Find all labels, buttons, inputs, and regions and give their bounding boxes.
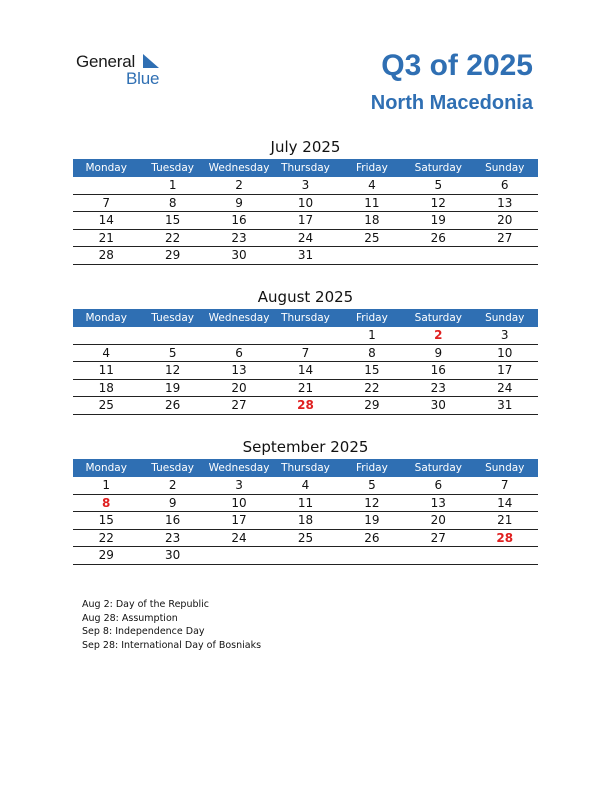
day-cell: 19 — [430, 213, 446, 227]
day-cell: 23 — [231, 230, 247, 245]
holiday-note: Aug 28: Assumption — [82, 612, 178, 624]
month-title: September 2025 — [242, 438, 369, 456]
day-cell: 6 — [434, 478, 443, 492]
week-row — [73, 345, 538, 363]
day-cell: 18 — [364, 213, 380, 227]
day-cell: 2 — [434, 328, 443, 342]
day-cell: 1 — [102, 478, 111, 492]
weekday-header — [73, 159, 538, 177]
day-cell: 14 — [297, 363, 314, 377]
day-cell: 21 — [497, 513, 513, 527]
weekday-label: Friday — [355, 162, 388, 174]
day-cell — [206, 547, 272, 564]
weekday-label: Wednesday — [208, 462, 270, 474]
week-row — [73, 477, 538, 495]
week-row — [73, 327, 538, 345]
day-cell: 23 — [164, 530, 181, 545]
holiday-note: Sep 28: International Day of Bosniaks — [82, 639, 262, 651]
weekday-label: Thursday — [281, 312, 330, 324]
day-cell: 30 — [164, 548, 181, 562]
weekday-label: Wednesday — [208, 162, 270, 174]
day-cell: 11 — [364, 195, 380, 210]
day-cell: 21 — [297, 380, 314, 395]
day-cell: 7 — [102, 195, 111, 210]
day-cell — [405, 247, 471, 264]
day-cell — [139, 327, 205, 344]
day-cell: 10 — [297, 195, 314, 210]
day-cell: 17 — [497, 363, 513, 377]
day-cell: 2 — [168, 478, 177, 492]
day-cell: 29 — [164, 248, 181, 262]
day-cell: 24 — [297, 230, 314, 245]
day-cell: 4 — [368, 178, 376, 192]
weekday-label: Sunday — [485, 312, 525, 324]
day-cell: 21 — [98, 230, 114, 245]
day-cell: 3 — [235, 478, 243, 492]
weekday-label: Tuesday — [151, 462, 194, 474]
day-cell: 3 — [500, 328, 509, 342]
calendar-august — [73, 286, 538, 415]
day-cell: 8 — [168, 195, 177, 210]
weekday-label: Saturday — [414, 462, 462, 474]
day-cell: 2 — [235, 178, 243, 192]
day-cell: 16 — [231, 213, 247, 227]
day-cell: 3 — [301, 178, 310, 192]
day-cell: 15 — [364, 363, 380, 377]
day-cell: 24 — [231, 530, 247, 545]
day-cell: 15 — [98, 513, 114, 527]
day-cell: 12 — [430, 195, 446, 210]
day-cell: 26 — [164, 398, 181, 412]
day-cell: 13 — [430, 495, 446, 510]
day-cell: 6 — [235, 345, 243, 360]
weekday-label: Monday — [85, 312, 127, 324]
day-cell: 15 — [164, 213, 181, 227]
day-cell: 12 — [164, 363, 181, 377]
day-cell: 28 — [297, 398, 314, 412]
month-title: July 2025 — [270, 138, 341, 156]
day-cell: 20 — [430, 513, 446, 527]
day-cell: 17 — [297, 213, 314, 227]
weekday-label: Tuesday — [151, 312, 194, 324]
day-cell: 23 — [430, 380, 446, 395]
day-cell: 8 — [368, 345, 376, 360]
month-title: August 2025 — [257, 288, 354, 306]
day-cell: 26 — [364, 530, 380, 545]
week-row — [73, 380, 538, 398]
logo-blue-text: Blue — [126, 69, 160, 88]
weekday-label: Sunday — [485, 162, 525, 174]
day-cell: 16 — [164, 513, 181, 527]
day-cell — [272, 327, 338, 344]
weekday-label: Thursday — [281, 162, 330, 174]
week-row — [73, 362, 538, 380]
day-cell: 13 — [231, 363, 247, 377]
day-cell: 25 — [98, 398, 114, 412]
logo-general-text: General — [76, 52, 136, 71]
weekday-label: Friday — [355, 312, 388, 324]
day-cell: 16 — [430, 363, 446, 377]
holiday-notes — [82, 598, 261, 652]
day-cell: 10 — [497, 345, 513, 360]
day-cell: 22 — [164, 230, 181, 245]
day-cell: 13 — [497, 195, 513, 210]
day-cell: 18 — [297, 513, 314, 527]
week-row — [73, 530, 538, 548]
day-cell: 5 — [434, 178, 443, 192]
day-cell: 29 — [364, 398, 380, 412]
day-cell: 29 — [98, 548, 114, 562]
day-cell — [405, 547, 471, 564]
day-cell: 1 — [368, 328, 376, 342]
day-cell — [339, 547, 405, 564]
day-cell: 20 — [231, 380, 247, 395]
day-cell: 12 — [364, 495, 380, 510]
day-cell: 19 — [164, 380, 181, 395]
day-cell: 27 — [497, 230, 513, 245]
day-cell: 22 — [98, 530, 114, 545]
day-cell: 30 — [430, 398, 446, 412]
weekday-header — [73, 309, 538, 327]
week-row — [73, 177, 538, 195]
page-title: Q3 of 2025 — [381, 49, 533, 82]
day-cell: 4 — [102, 345, 111, 360]
day-cell: 30 — [231, 248, 247, 262]
day-cell: 9 — [235, 195, 243, 210]
day-cell: 17 — [231, 513, 247, 527]
day-cell: 7 — [500, 478, 509, 492]
holiday-note: Aug 2: Day of the Republic — [82, 599, 210, 610]
day-cell: 9 — [168, 495, 177, 510]
day-cell: 31 — [297, 248, 314, 262]
day-cell — [206, 327, 272, 344]
day-cell: 8 — [102, 495, 111, 510]
week-row — [73, 230, 538, 248]
holiday-note: Sep 8: Independence Day — [82, 626, 205, 637]
weekday-label: Friday — [355, 462, 388, 474]
week-row — [73, 212, 538, 230]
country-name: North Macedonia — [370, 92, 533, 114]
weekday-label: Saturday — [414, 312, 462, 324]
day-cell: 22 — [364, 380, 380, 395]
day-cell: 10 — [231, 495, 247, 510]
day-cell: 6 — [500, 178, 509, 192]
day-cell: 27 — [231, 398, 247, 412]
day-cell: 31 — [497, 398, 513, 412]
day-cell: 20 — [497, 213, 513, 227]
day-cell: 24 — [497, 380, 513, 395]
day-cell: 28 — [496, 530, 514, 545]
day-cell: 5 — [368, 478, 376, 492]
day-cell: 5 — [168, 345, 177, 360]
weekday-label: Sunday — [485, 462, 525, 474]
day-cell: 4 — [301, 478, 310, 492]
day-cell — [73, 327, 139, 344]
weekday-label: Monday — [85, 462, 127, 474]
day-cell — [472, 247, 538, 264]
week-row — [73, 495, 538, 513]
week-row — [73, 512, 538, 530]
logo — [76, 52, 176, 92]
day-cell: 7 — [301, 345, 310, 360]
week-row — [73, 397, 538, 415]
day-cell — [339, 247, 405, 264]
week-row — [73, 195, 538, 213]
calendar-july — [73, 136, 538, 265]
day-cell: 25 — [297, 530, 314, 545]
day-cell: 26 — [430, 230, 446, 245]
day-cell: 27 — [430, 530, 446, 545]
day-cell: 14 — [98, 213, 114, 227]
week-row — [73, 247, 538, 265]
weekday-label: Monday — [85, 162, 127, 174]
day-cell: 25 — [364, 230, 380, 245]
day-cell: 18 — [98, 380, 114, 395]
day-cell: 28 — [98, 248, 114, 262]
day-cell — [272, 547, 338, 564]
weekday-header — [73, 459, 538, 477]
weekday-label: Saturday — [414, 162, 462, 174]
day-cell: 1 — [168, 178, 177, 192]
weekday-label: Tuesday — [151, 162, 194, 174]
day-cell: 11 — [297, 495, 314, 510]
day-cell: 11 — [98, 363, 114, 377]
calendar-september — [73, 436, 538, 565]
day-cell — [472, 547, 538, 564]
weekday-label: Thursday — [281, 462, 330, 474]
day-cell: 19 — [364, 513, 380, 527]
week-row — [73, 547, 538, 565]
day-cell — [73, 177, 139, 194]
logo-triangle-icon — [143, 54, 159, 68]
weekday-label: Wednesday — [208, 312, 270, 324]
day-cell: 9 — [434, 345, 443, 360]
day-cell: 14 — [497, 495, 513, 510]
